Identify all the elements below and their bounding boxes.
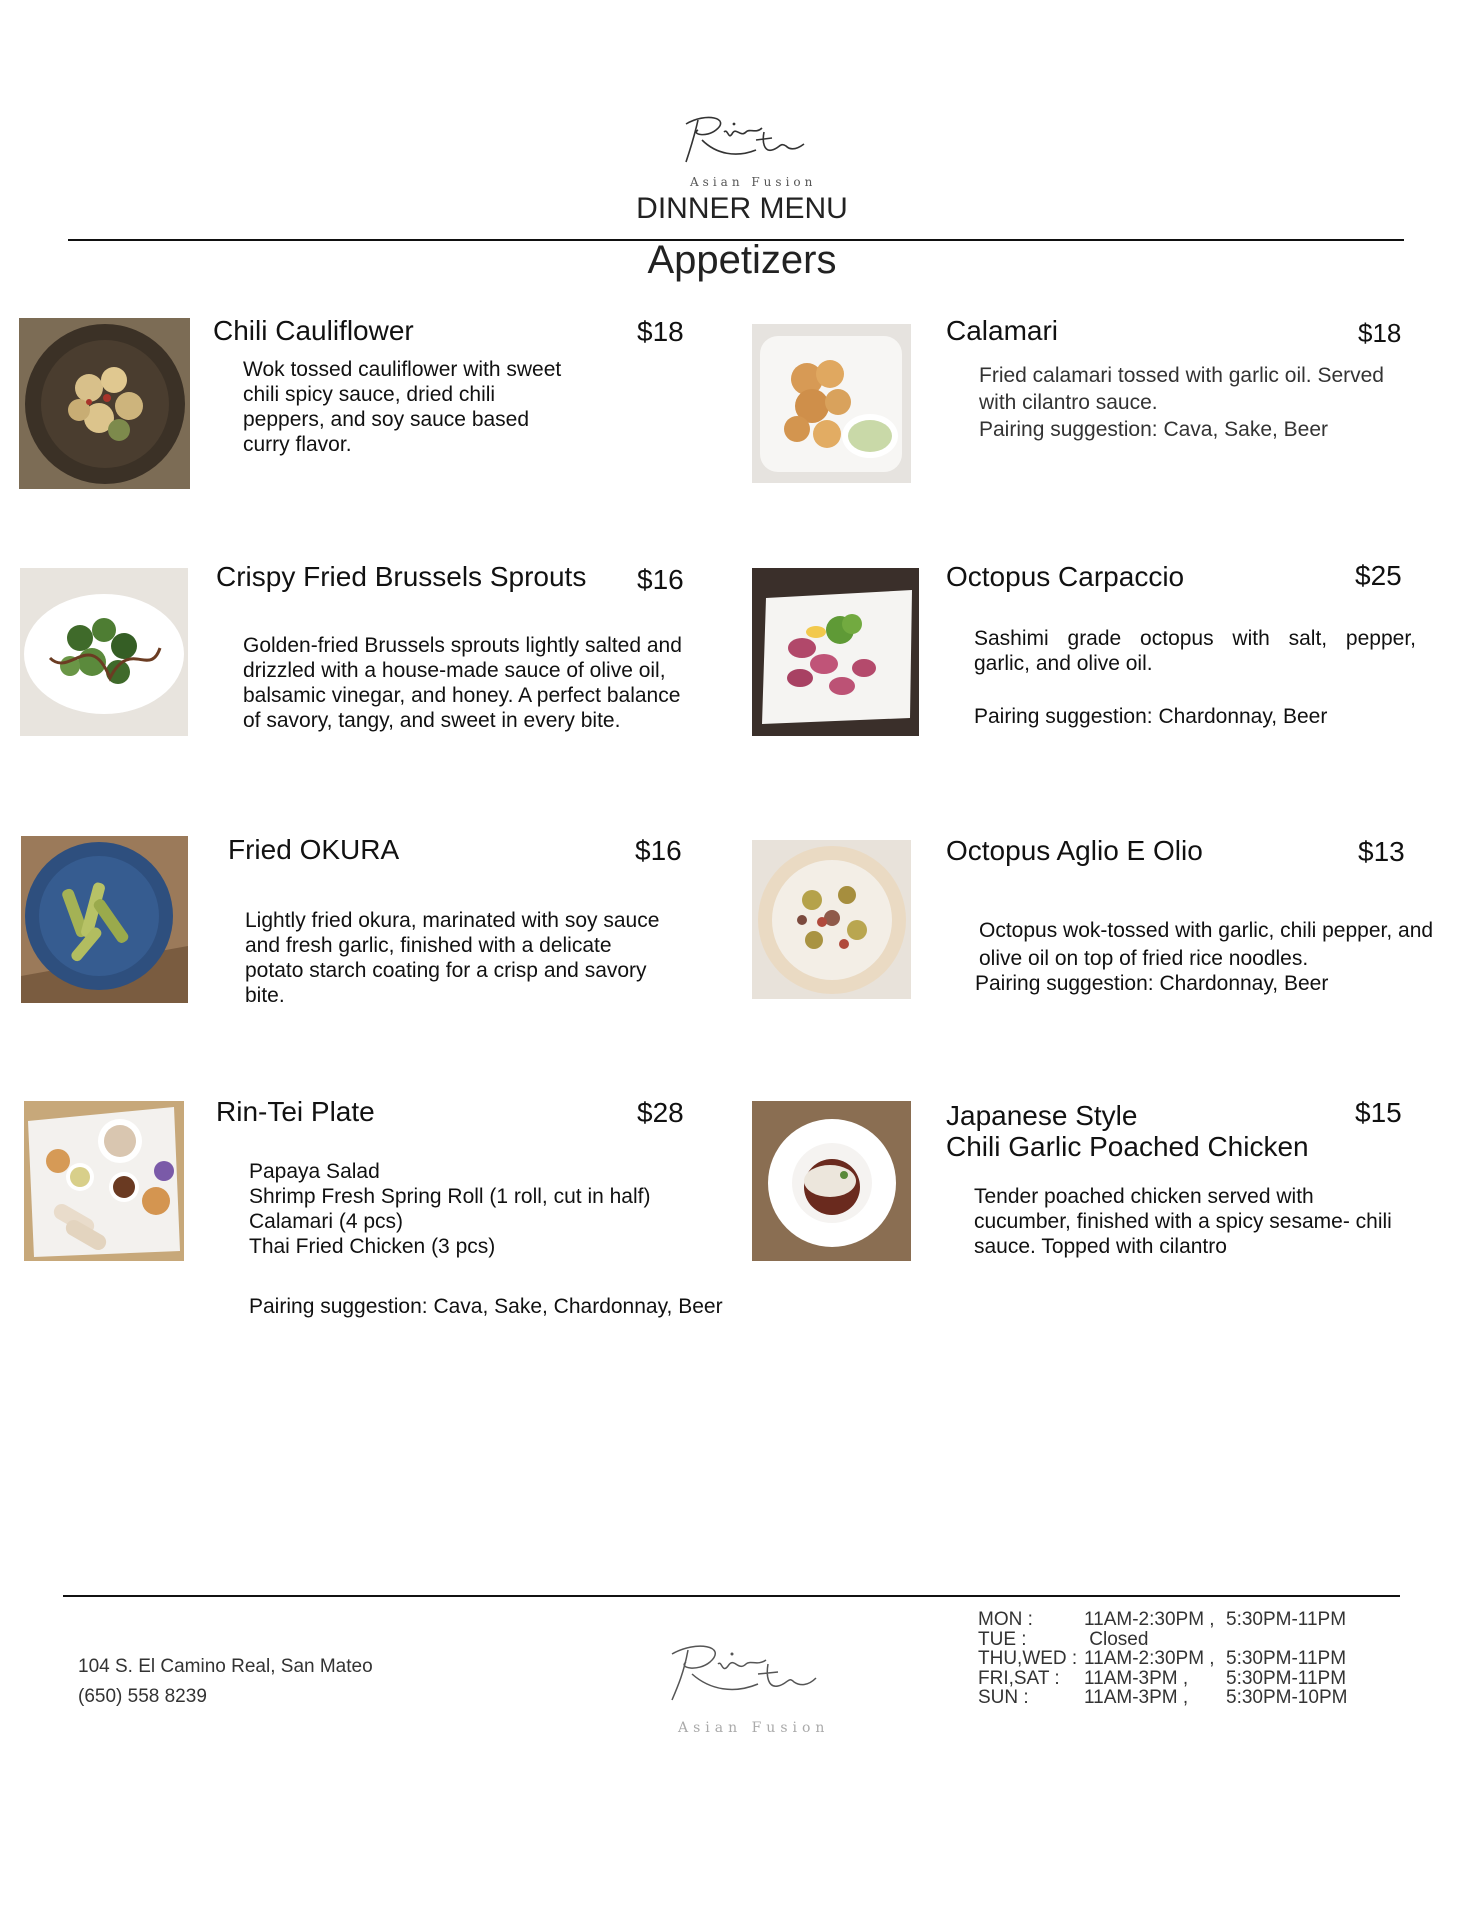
dish-name: Fried OKURA [228, 834, 400, 865]
dish-name: Crispy Fried Brussels Sprouts [216, 561, 587, 592]
dish-description: Lightly fried okura, marinated with soy sauce and fresh garlic, finished with a delicate potato starch coating for a crisp and savory bite. [245, 909, 660, 1007]
dish-price: $16 [637, 564, 684, 595]
dish-description: Wok tossed cauliflower with sweet chili spicy sauce, dried chili peppers, and soy sauce based curry flavor. [243, 358, 562, 456]
fried-okura-photo [21, 836, 188, 1003]
dish-description: Sashimi grade octopus with salt, pepper, garlic, and olive oil. Pairing suggestion: Chardonnay, Beer [974, 627, 1416, 728]
dish-price: $25 [1355, 560, 1402, 591]
dish-price: $15 [1355, 1097, 1402, 1128]
dish-name: Octopus Carpaccio [946, 561, 1185, 592]
dish-price: $18 [637, 316, 684, 347]
menu-title: DINNER MENU [636, 192, 848, 225]
footer-contact [78, 1652, 373, 1712]
chili-cauliflower-photo [19, 318, 190, 489]
dish-description: Golden-fried Brussels sprouts lightly salted and drizzled with a house-made sauce of olive oil, balsamic vinegar, and honey. A perfect balance of savory, tangy, and sweet in every bite. [243, 634, 682, 732]
rin-tei-plate-photo [24, 1101, 184, 1261]
calamari-photo [752, 324, 911, 483]
dish-name: Octopus Aglio E Olio [946, 835, 1203, 866]
dish-price: $18 [1358, 318, 1402, 348]
hours-row: THU,WED : 11AM-2:30PM , 5:30PM-11PM [978, 1648, 1347, 1669]
dish-description: Octopus wok-tossed with garlic, chili pepper, and olive oil on top of fried rice noodles. Pairing suggestion: Chardonnay, Beer [975, 919, 1434, 995]
footer-phone: (650) 558 8239 [78, 1686, 207, 1707]
footer-address: 104 S. El Camino Real, San Mateo [78, 1656, 373, 1677]
dish-name: Chili Cauliflower [213, 315, 414, 346]
dish-name [946, 1101, 1309, 1163]
dish-name-line2: Chili Garlic Poached Chicken [946, 1130, 1309, 1162]
dish-name-line1: Japanese Style [946, 1100, 1138, 1131]
octopus-carpaccio-photo [752, 568, 919, 736]
hours-row: MON : 11AM-2:30PM , 5:30PM-11PM [978, 1609, 1347, 1630]
dish-description: Papaya Salad Shrimp Fresh Spring Roll (1 roll, cut in half) Calamari (4 pcs) Thai Fried Chicken (3 pcs) Pairing suggestion: Cava, Sake, Chardonnay, Beer [249, 1160, 723, 1318]
hours-row: FRI,SAT : 11AM-3PM , 5:30PM-11PM [978, 1667, 1347, 1689]
dish-description: Tender poached chicken served with cucumber, finished with a spicy sesame- chili sauce. Topped with cilantro [974, 1185, 1392, 1258]
header-logo-subtitle: Asian Fusion [690, 175, 817, 189]
footer-logo-subtitle: Asian Fusion [678, 1720, 830, 1736]
dish-description: Fried calamari tossed with garlic oil. Served with cilantro sauce. Pairing suggestion: Cava, Sake, Beer [979, 364, 1384, 441]
poached-chicken-photo [752, 1101, 911, 1261]
hours-row: SUN : 11AM-3PM , 5:30PM-10PM [978, 1687, 1348, 1708]
header-logo [676, 110, 812, 172]
dish-price: $28 [637, 1097, 684, 1128]
footer-divider [63, 1595, 1400, 1597]
brussels-sprouts-photo [20, 568, 188, 736]
section-title: Appetizers [647, 238, 837, 282]
opening-hours [978, 1610, 1347, 1708]
hours-row: TUE : Closed [978, 1628, 1149, 1650]
footer-logo [662, 1638, 822, 1712]
dish-name: Calamari [946, 315, 1059, 346]
dish-price: $13 [1358, 836, 1405, 867]
octopus-aglio-photo [752, 840, 911, 999]
dish-price: $16 [635, 835, 682, 866]
dish-name: Rin-Tei Plate [216, 1096, 375, 1127]
